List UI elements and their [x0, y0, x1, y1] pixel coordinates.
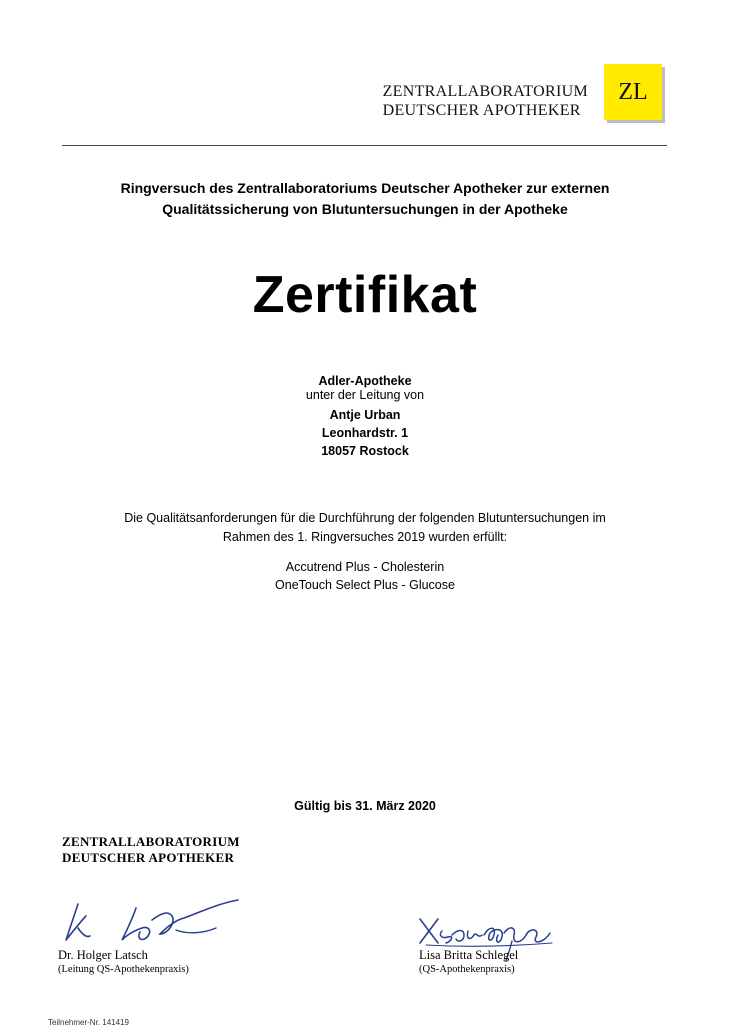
signer-latsch [58, 948, 189, 977]
zl-logo-text: ZL [618, 78, 648, 105]
signer-role: (Leitung QS-Apothekenpraxis) [58, 964, 189, 975]
footer-org-line2: DEUTSCHER APOTHEKER [62, 850, 235, 865]
manager-name: Antje Urban [329, 408, 401, 422]
test-item: Accutrend Plus - Cholesterin [285, 560, 445, 574]
footer-org-name [62, 834, 240, 866]
recipient-block [0, 372, 730, 460]
validity-date: Gültig bis 31. März 2020 [294, 799, 436, 813]
certificate-subtitle [0, 178, 730, 220]
signer-role: (QS-Apothekenpraxis) [419, 964, 515, 975]
qualification-statement [0, 509, 730, 547]
header-org-line1: ZENTRALLABORATORIUM [382, 83, 588, 100]
zl-logo [604, 64, 662, 120]
signature-latsch [56, 890, 246, 950]
header-divider [62, 145, 667, 146]
header-org-name [383, 82, 588, 120]
signer-schlegel [419, 948, 518, 977]
participant-number: Teilnehmer-Nr. 141419 [48, 1018, 129, 1027]
pharmacy-name: Adler-Apotheke [318, 374, 412, 388]
under-management-label: unter der Leitung von [305, 388, 425, 402]
street-address: Leonhardstr. 1 [321, 426, 409, 440]
test-item: OneTouch Select Plus - Glucose [275, 578, 455, 592]
subtitle-line2: Qualitätssicherung von Blutuntersuchungen in der Apotheke [162, 201, 568, 217]
signer-name: Lisa Britta Schlegel [419, 948, 519, 962]
statement-line1: Die Qualitätsanforderungen für die Durchführung der folgenden Blutuntersuchungen im [124, 511, 606, 525]
certificate-title: Zertifikat [252, 266, 478, 324]
footer-org-line1: ZENTRALLABORATORIUM [62, 834, 240, 849]
test-list [0, 558, 730, 594]
header-org-line2: DEUTSCHER APOTHEKER [382, 102, 581, 119]
signer-name: Dr. Holger Latsch [58, 948, 148, 962]
statement-line2: Rahmen des 1. Ringversuches 2019 wurden erfüllt: [222, 530, 508, 544]
subtitle-line1: Ringversuch des Zentrallaboratoriums Deutscher Apotheker zur externen [120, 180, 610, 196]
city-address: 18057 Rostock [321, 444, 409, 458]
